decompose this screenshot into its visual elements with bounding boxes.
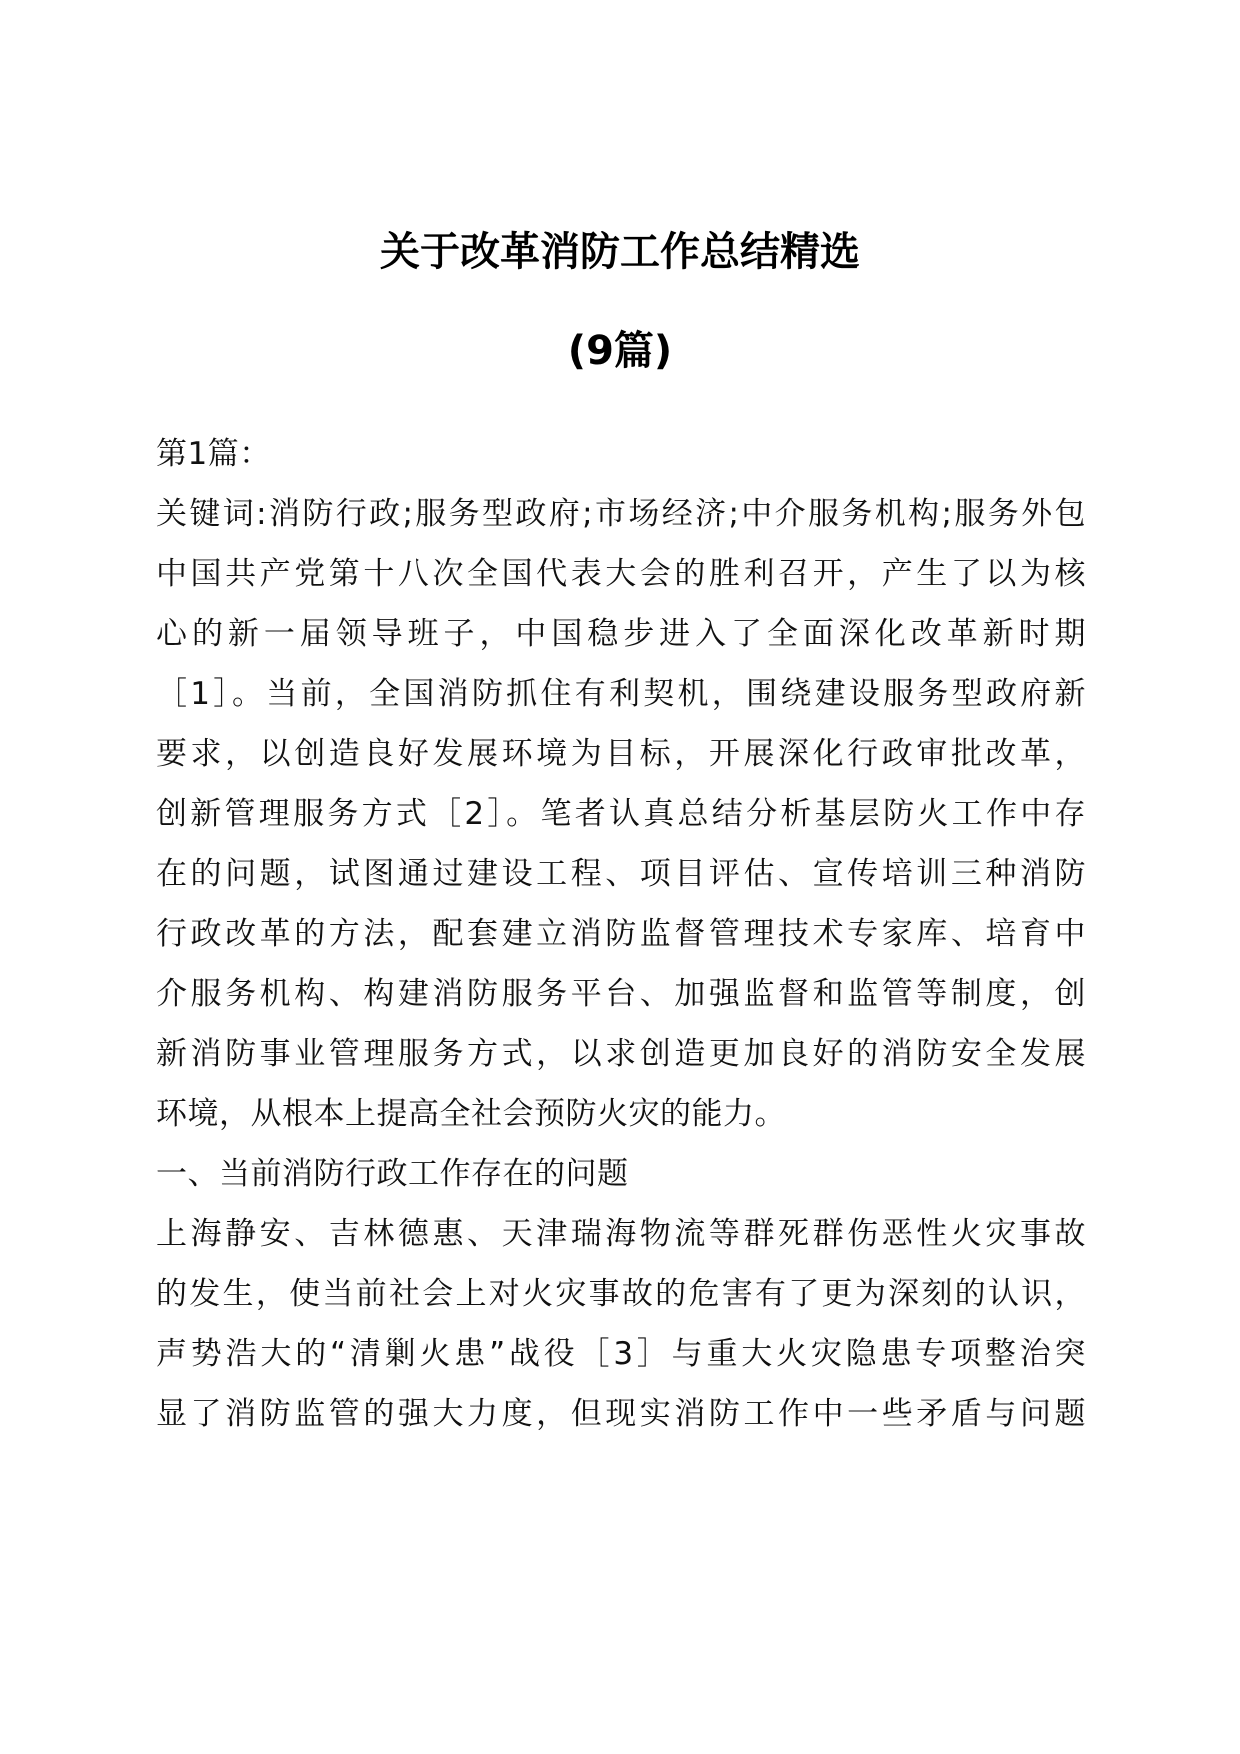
document-subtitle: (9篇): [567, 328, 673, 374]
document-body: [156, 424, 1086, 1444]
text-line: 要求，以创造良好发展环境为目标，开展深化行政审批改革，: [156, 736, 1086, 772]
document-title: 关于改革消防工作总结精选: [380, 229, 860, 275]
text-line: 的发生，使当前社会上对火灾事故的危害有了更为深刻的认识，: [156, 1276, 1086, 1312]
text-line: 创新管理服务方式［2］。笔者认真总结分析基层防火工作中存: [156, 796, 1086, 832]
text-line: 关键词:消防行政;服务型政府;市场经济;中介服务机构;服务外包: [156, 496, 1086, 532]
text-line: 在的问题，试图通过建设工程、项目评估、宣传培训三种消防: [156, 856, 1086, 892]
text-line: 声势浩大的“清剿火患”战役［3］与重大火灾隐患专项整治突: [156, 1336, 1086, 1372]
text-line: 一、当前消防行政工作存在的问题: [156, 1156, 629, 1192]
text-line: 介服务机构、构建消防服务平台、加强监督和监管等制度，创: [156, 976, 1086, 1012]
text-line: 显了消防监管的强大力度，但现实消防工作中一些矛盾与问题: [156, 1396, 1086, 1432]
text-line: 上海静安、吉林德惠、天津瑞海物流等群死群伤恶性火灾事故: [156, 1216, 1086, 1252]
text-line: 中国共产党第十八次全国代表大会的胜利召开，产生了以为核: [156, 556, 1086, 592]
text-line: 心的新一届领导班子，中国稳步进入了全面深化改革新时期: [156, 616, 1086, 652]
text-line: 环境，从根本上提高全社会预防火灾的能力。: [156, 1096, 786, 1132]
text-line: 新消防事业管理服务方式，以求创造更加良好的消防安全发展: [156, 1036, 1086, 1072]
text-line: ［1］。当前，全国消防抓住有利契机，围绕建设服务型政府新: [156, 676, 1086, 712]
text-line: 第1篇：: [156, 436, 271, 472]
text-line: 行政改革的方法，配套建立消防监督管理技术专家库、培育中: [156, 916, 1086, 952]
